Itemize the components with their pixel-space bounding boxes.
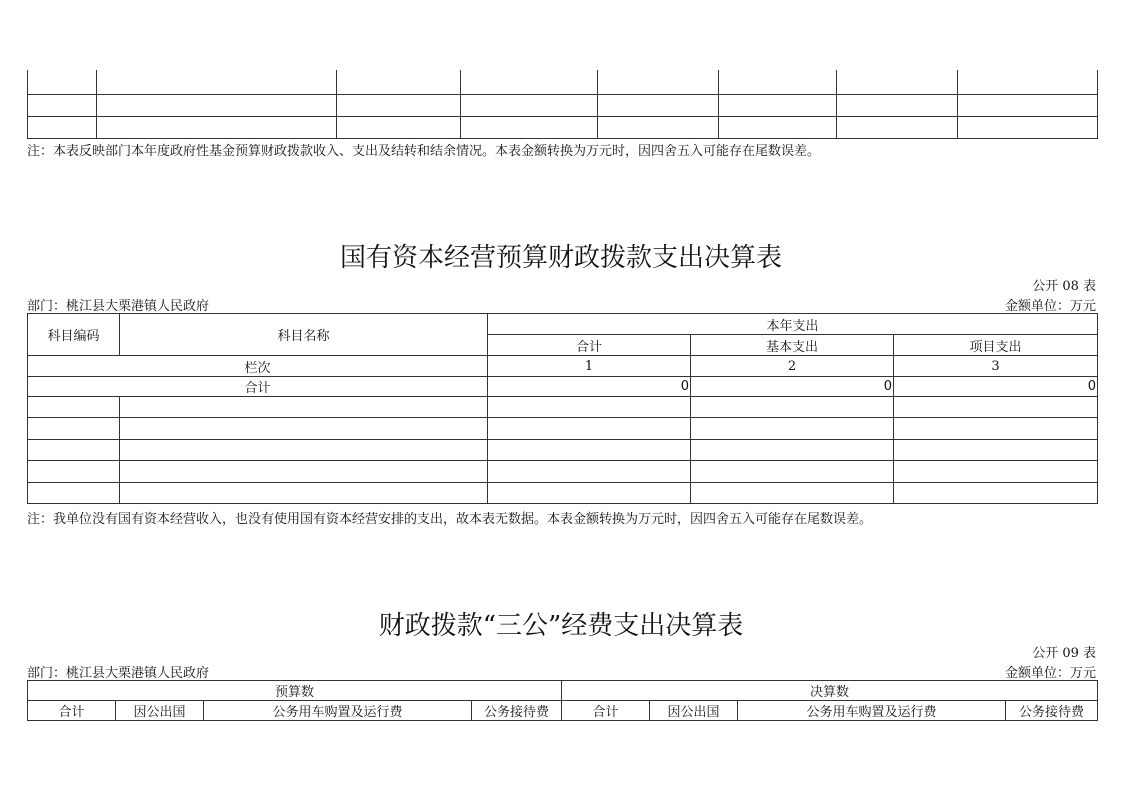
budget-reception: 公务接待费 (472, 701, 562, 721)
project-value: 0 (894, 377, 1098, 397)
header-basic: 基本支出 (691, 335, 894, 356)
budget-header: 预算数 (28, 681, 562, 701)
three-public-department: 部门：桃江县大栗港镇人民政府 (27, 666, 210, 681)
column-3: 3 (894, 356, 1098, 377)
column-1: 1 (488, 356, 691, 377)
total-label: 合计 (28, 377, 488, 397)
final-reception: 公务接待费 (1006, 701, 1098, 721)
final-total: 合计 (562, 701, 650, 721)
fund-budget-table-tail (27, 70, 1098, 139)
state-capital-table-title: 国有资本经营预算财政拨款支出决算表 (339, 243, 782, 273)
final-vehicle: 公务用车购置及运行费 (738, 701, 1006, 721)
table-row (28, 116, 1098, 138)
basic-value: 0 (691, 377, 894, 397)
table-row (28, 94, 1098, 116)
table-row (28, 418, 1098, 440)
total-value: 0 (488, 377, 691, 397)
header-total: 合计 (488, 335, 691, 356)
three-public-unit: 金额单位：万元 (1004, 666, 1096, 681)
three-public-expense-table (27, 680, 1098, 721)
header-current-year: 本年支出 (488, 314, 1098, 335)
budget-abroad: 因公出国 (116, 701, 204, 721)
column-label: 栏次 (28, 356, 488, 377)
header-name: 科目名称 (120, 314, 488, 356)
header-row (28, 314, 1098, 335)
three-public-table-code: 公开 09 表 (1032, 646, 1096, 661)
state-capital-expense-table (27, 313, 1098, 504)
header-row (28, 701, 1098, 721)
table-row (28, 397, 1098, 418)
table-row (28, 70, 1098, 94)
state-capital-table-code: 公开 08 表 (1032, 279, 1096, 294)
budget-total: 合计 (28, 701, 116, 721)
budget-vehicle: 公务用车购置及运行费 (204, 701, 472, 721)
column-2: 2 (691, 356, 894, 377)
state-capital-department: 部门：桃江县大栗港镇人民政府 (27, 299, 210, 314)
header-code: 科目编码 (28, 314, 120, 356)
column-number-row (28, 356, 1098, 377)
header-row (28, 681, 1098, 701)
state-capital-note: 注：我单位没有国有资本经营收入，也没有使用国有资本经营安排的支出，故本表无数据。本表金额转换为万元时，因四舍五入可能存在尾数误差。 (27, 512, 873, 527)
table-row (28, 483, 1098, 504)
three-public-table-title: 财政拨款“三公”经费支出决算表 (378, 611, 744, 641)
state-capital-unit: 金额单位：万元 (1004, 299, 1096, 314)
fund-budget-note: 注：本表反映部门本年度政府性基金预算财政拨款收入、支出及结转和结余情况。本表金额转换为万元时，因四舍五入可能存在尾数误差。 (27, 144, 821, 159)
total-row (28, 377, 1098, 397)
table-row (28, 461, 1098, 483)
final-abroad: 因公出国 (650, 701, 738, 721)
final-header: 决算数 (562, 681, 1098, 701)
table-row (28, 440, 1098, 461)
header-project: 项目支出 (894, 335, 1098, 356)
